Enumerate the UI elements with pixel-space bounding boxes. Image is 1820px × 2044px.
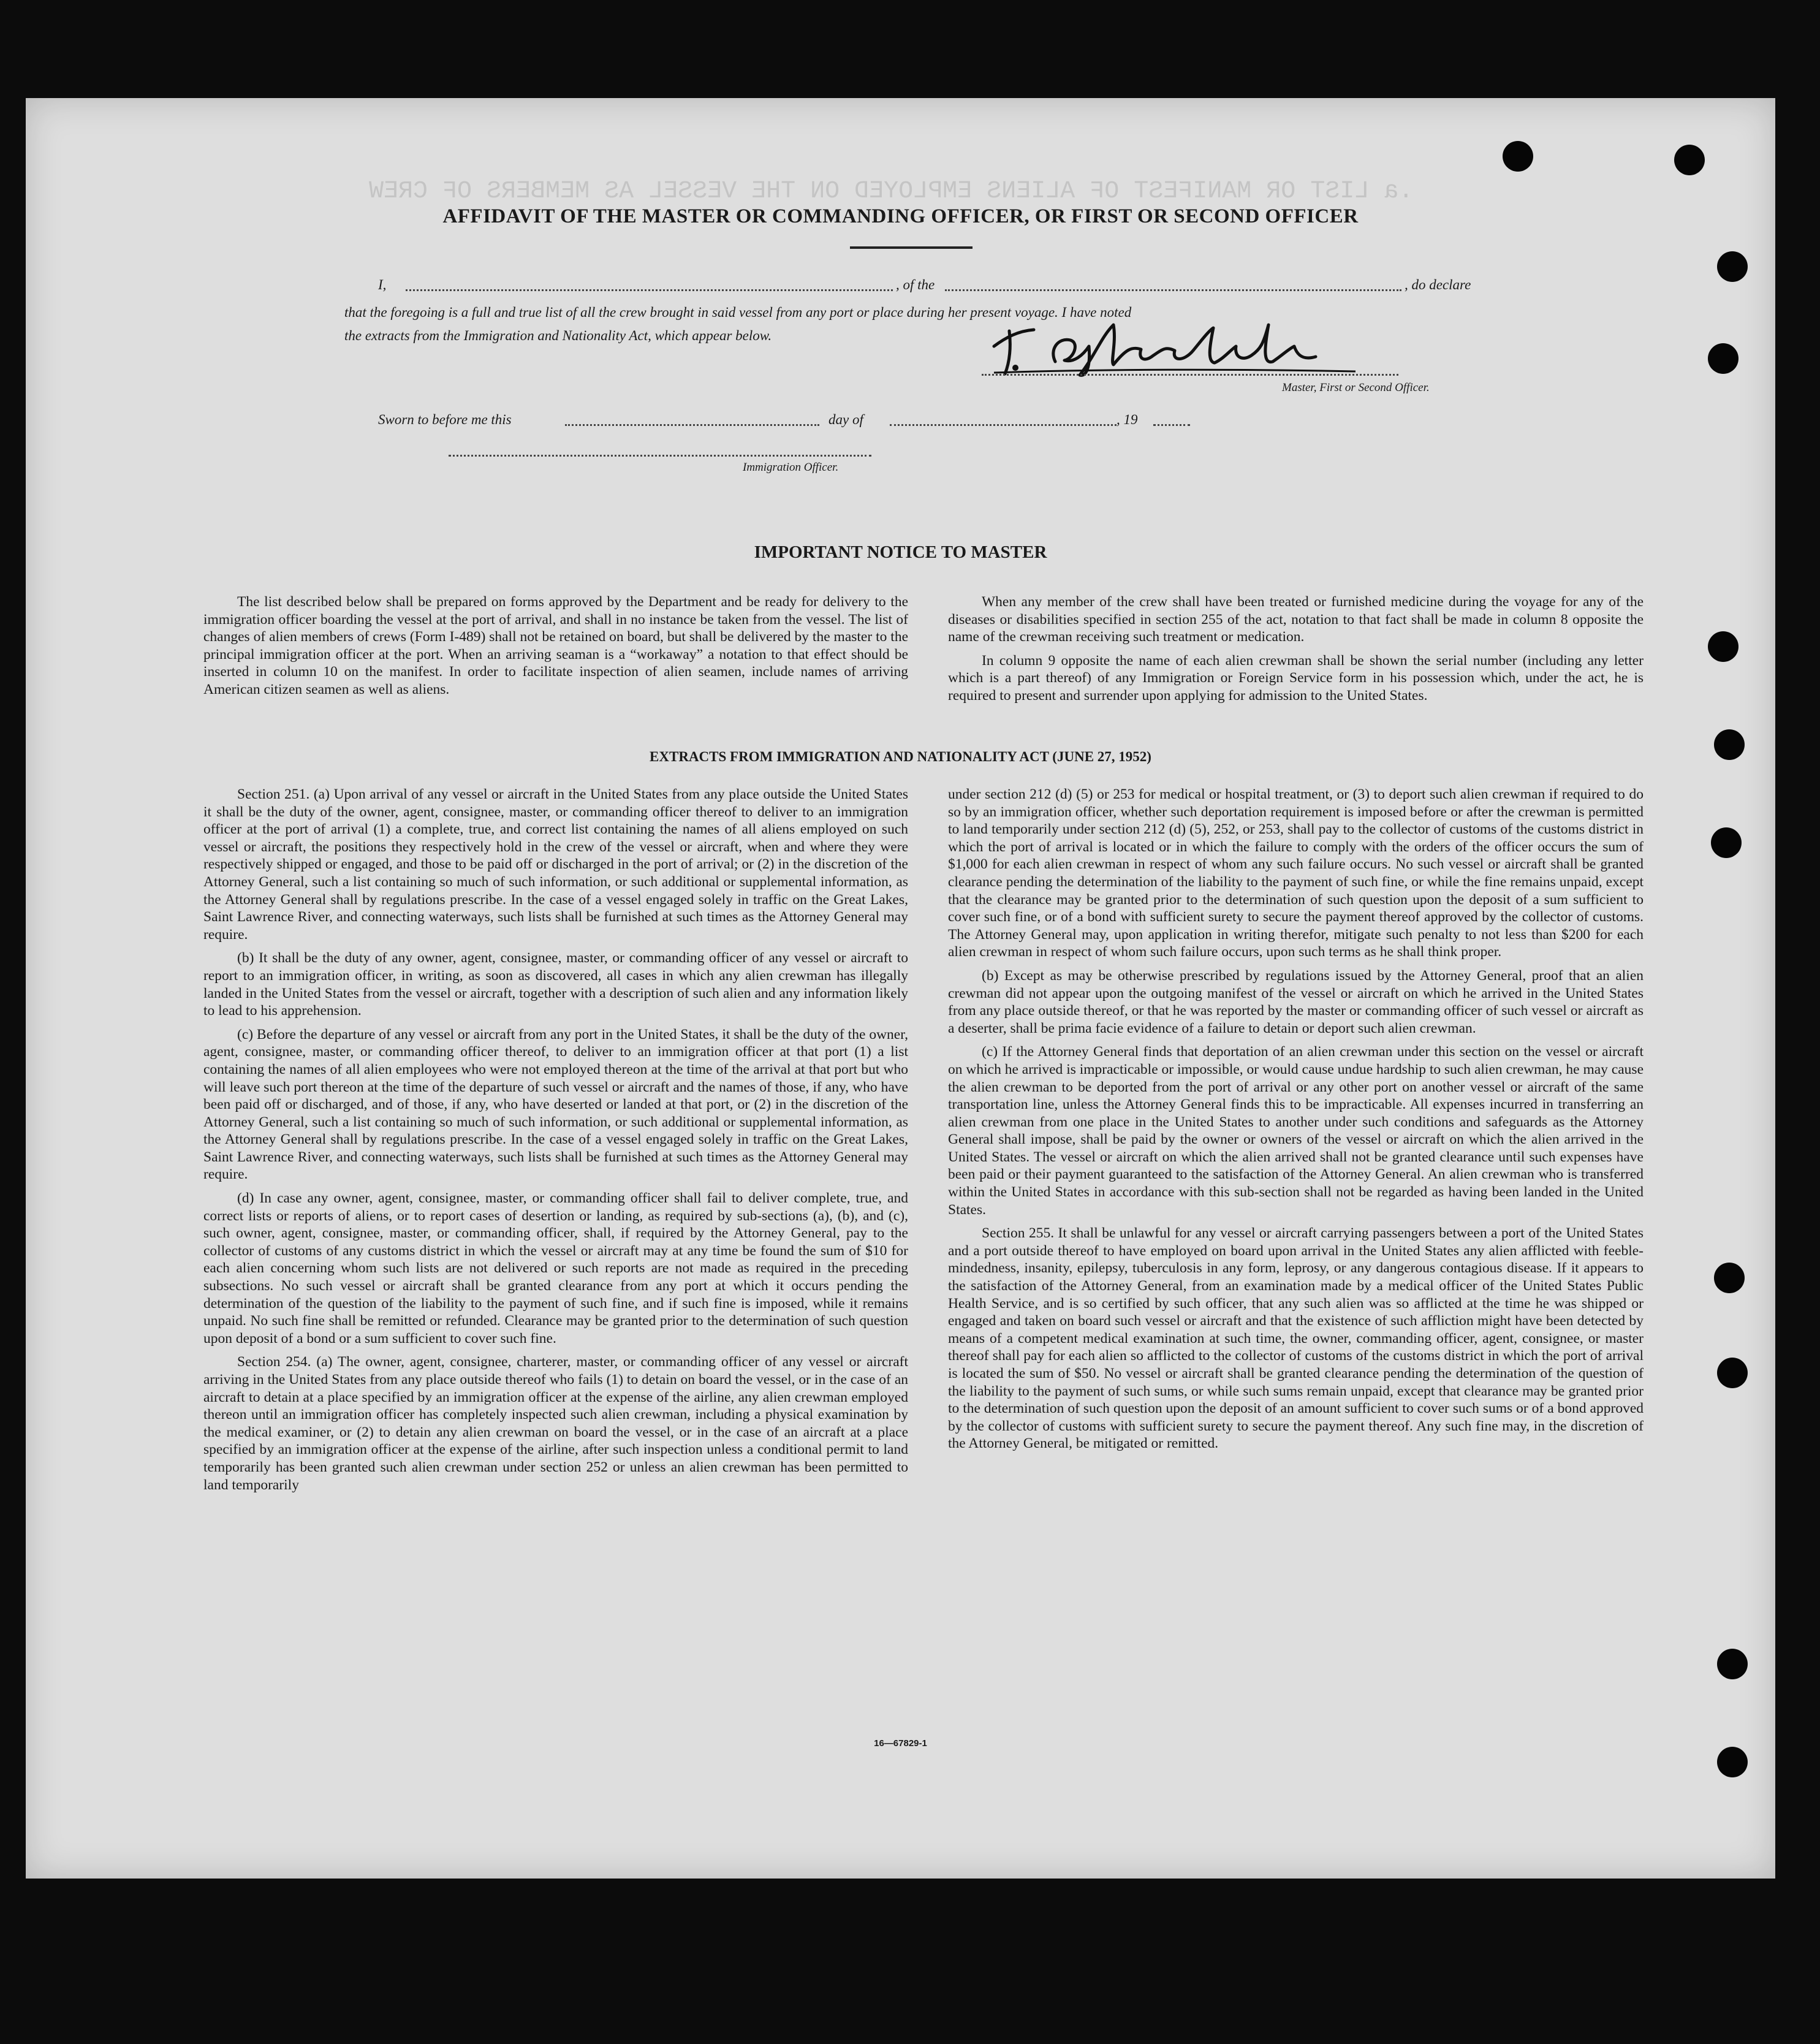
vessel-name-field[interactable] xyxy=(945,289,1401,291)
extracts-left-column xyxy=(203,786,908,1500)
punch-hole xyxy=(1717,1747,1748,1777)
do-declare-label: , do declare xyxy=(1405,277,1471,292)
immigration-officer-signature-line[interactable] xyxy=(449,455,871,457)
declaration-line-2: the extracts from the Immigration and Nationality Act, which appear below. xyxy=(344,328,772,343)
bleed-through-text: .a LIST OR MANIFEST OF ALIENS EMPLOYED ON THE VESSEL AS MEMBERS OF CREW xyxy=(369,178,1414,205)
notice-right-paragraph-1: When any member of the crew shall have been treated or furnished medicine during the voyage for any of the diseases or disabilities specified in section 255 of the act, notation to that fact shall be made in column 8 opposite the name of the crewman receiving such treatment or medication. xyxy=(948,594,1644,645)
section-254b: (b) Except as may be otherwise prescribed by regulations issued by the Attorney General, proof that an alien crewman did not appear upon the outgoing manifest of the vessel or aircraft on which he arrived in the United States from any place outside thereof, or that he was reported by the master or commanding officer of such vessel or aircraft as a deserter, shall be prima facie evidence of a failure to detain or deport such alien crewman. xyxy=(948,967,1644,1036)
sworn-month-field[interactable] xyxy=(890,424,1117,426)
sworn-year-field[interactable] xyxy=(1153,424,1190,426)
section-254a-part1: Section 254. (a) The owner, agent, consignee, charterer, master, or commanding officer of any vessel or aircraft arriving in the United States from any place outside thereof who fails (1) to detain on board the vessel, or in the case of an aircraft to detain at a place specified by an immigration officer at the expense of the airline, any alien crewman employed thereon until an immigration officer has completely inspected such alien crewman, including a physical examination by the medical examiner, or (2) to detain any alien crewman on board the vessel, or in the case of an aircraft at a place specified by an immigration officer at the expense of the airline, after such inspection unless a conditional permit to land temporarily has been granted such alien crewman under section 252 or unless an alien crewman has been permitted to land temporarily xyxy=(203,1354,908,1493)
declarant-label: I, xyxy=(378,277,387,292)
section-251c: (c) Before the departure of any vessel or aircraft from any port in the United States, it shall be the duty of the owner, agent, consignee, master, or commanding officer thereof, to deliver to an immigration officer at that port (1) a list containing the names of all alien employees who were not employed thereon at the time of the arrival at that port but who will leave such port thereon at the time of the departure of such vessel or aircraft and the names of those, if any, who have been paid off or discharged, and of those, if any, who have deserted or landed at that port, or (2) in the discretion of the Attorney General, such a list containing so much of such information, or such additional or supplemental information, as the Attorney General shall by regulations prescribe. In the case of a vessel engaged solely in traffic on the Great Lakes, Saint Lawrence River, and connecting waterways, such lists shall be furnished at such times as the Attorney General may require. xyxy=(203,1026,908,1183)
punch-hole xyxy=(1717,1649,1748,1679)
of-the-label: , of the xyxy=(896,277,935,292)
title-rule xyxy=(850,246,973,249)
punch-hole xyxy=(1714,1263,1745,1293)
extracts-title: EXTRACTS FROM IMMIGRATION AND NATIONALITY ACT (JUNE 27, 1952) xyxy=(650,749,1151,764)
punch-hole xyxy=(1674,145,1705,175)
declaration-line-1: that the foregoing is a full and true list of all the crew brought in said vessel from any port or place during her present voyage. I have noted xyxy=(344,305,1132,320)
form-number: 16—67829-1 xyxy=(874,1738,927,1749)
section-251b: (b) It shall be the duty of any owner, agent, consignee, master, or commanding officer of any vessel or aircraft to report to an immigration officer, in writing, as soon as discovered, all cases in which any alien crewman has illegally landed in the United States from the vessel or aircraft, together with a description of such alien and any information likely to lead to his apprehension. xyxy=(203,950,908,1019)
document-sheet xyxy=(26,98,1775,1879)
punch-hole xyxy=(1711,827,1742,858)
section-254c: (c) If the Attorney General finds that deportation of an alien crewman under this section on the vessel or aircraft on which he arrived is impracticable or impossible, or would cause undue hardship to such alien crewman, he may cause the alien crewman to be deported from the port of arrival or any other port on another vessel or aircraft of the same transportation line, unless the Attorney General finds this to be impracticable. All expenses incurred in transferring an alien crewman from one place in the United States to another under such conditions and safeguards as the Attorney General shall impose, shall be paid by the owner or owners of the vessel or aircraft on which the alien arrived in the United States. The vessel or aircraft on which the alien arrived shall not be granted clearance until such expenses have been paid or their payment guaranteed to the satisfaction of the Attorney General. An alien crewman who is transferred within the United States in accordance with this sub-section shall not be regarded as having been landed in the United States. xyxy=(948,1044,1644,1218)
notice-right-column xyxy=(948,593,1644,711)
section-255: Section 255. It shall be unlawful for any vessel or aircraft carrying passengers between a port of the United States and a port outside thereof to have employed on board upon arrival in the United States any alien afflicted with feeble-mindedness, insanity, epilepsy, tuberculosis in any form, leprosy, or any dangerous contagious disease. If it appears to the satisfaction of the Attorney General, from an examination made by a medical officer of the United States Public Health Service, and is so certified by such officer, that any such alien was so afflicted at the time he was shipped or engaged and taken on board such vessel or aircraft and that the existence of such affliction might have been detected by means of a competent medical examination at such time, the owner, commanding officer, agent, consignee, or master thereof shall pay for each alien so afflicted to the collector of customs of the customs district in which the port of arrival is located the sum of $50. No vessel or aircraft shall be granted clearance pending the determination of the question of the liability to the payment of such sums, or while such sums remain unpaid, except that clearance may be granted prior to the determination of such question upon the deposit of an amount sufficient to cover such sums or of a bond approved by the collector of customs with sufficient surety to secure the payment thereof. Any such fine may, in the discretion of the Attorney General, be mitigated or remitted. xyxy=(948,1225,1644,1452)
master-label: Master, First or Second Officer. xyxy=(1282,381,1430,394)
punch-hole xyxy=(1708,631,1738,662)
sworn-label: Sworn to before me this xyxy=(378,412,512,427)
notice-left-column xyxy=(203,593,908,705)
immigration-officer-label: Immigration Officer. xyxy=(743,461,839,474)
year-label: , 19 xyxy=(1117,412,1138,427)
extracts-right-column xyxy=(948,786,1644,1459)
affidavit-title: AFFIDAVIT OF THE MASTER OR COMMANDING OFFICER, OR FIRST OR SECOND OFFICER xyxy=(442,205,1359,227)
sworn-day-field[interactable] xyxy=(565,424,819,426)
notice-left-paragraph: The list described below shall be prepared on forms approved by the Department and be ready for delivery to the immigration officer boarding the vessel at the port of arrival, and shall in no instance be taken from the vessel. The list of changes of alien members of crews (Form I-489) shall not be retained on board, but shall be delivered by the master to the principal immigration officer at the port. When an arriving seaman is a “workaway” a notation to that effect should be inserted in column 10 on the manifest. In order to facilitate inspection of alien seamen, include names of arriving American citizen seamen as well as aliens. xyxy=(203,594,908,697)
master-signature xyxy=(982,313,1380,380)
notice-title: IMPORTANT NOTICE TO MASTER xyxy=(754,542,1047,562)
punch-hole xyxy=(1708,343,1738,374)
punch-hole xyxy=(1503,141,1533,172)
signature-line xyxy=(982,374,1398,376)
day-of-label: day of xyxy=(828,412,863,427)
punch-hole xyxy=(1717,251,1748,282)
section-251a: Section 251. (a) Upon arrival of any vessel or aircraft in the United States from any place outside the United States it shall be the duty of the owner, agent, consignee, master, or commanding officer thereof to deliver to an immigration officer at the port of arrival (1) a complete, true, and correct list containing the names of all aliens employed on such vessel or aircraft, the positions they respectively hold in the crew of the vessel or aircraft, when and where they were respectively shipped or engaged, and those to be paid off or discharged in the port of arrival; or (2) in the discretion of the Attorney General, such a list containing so much of such information, or such additional or supplemental information, as the Attorney General shall by regulations prescribe. In the case of a vessel engaged solely in traffic on the Great Lakes, Saint Lawrence River, and connecting waterways, such lists shall be furnished at such times as the Attorney General may require. xyxy=(203,786,908,943)
punch-hole xyxy=(1717,1358,1748,1388)
notice-right-paragraph-2: In column 9 opposite the name of each alien crewman shall be shown the serial number (including any letter which is a part thereof) of any Immigration or Foreign Service form in his possession which, under the act, he is required to present and surrender upon applying for admission to the United States. xyxy=(948,652,1644,704)
section-251d: (d) In case any owner, agent, consignee, master, or commanding officer shall fail to deliver complete, true, and correct lists or reports of aliens, or to report cases of desertion or landing, as required by sub-sections (a), (b), and (c), such owner, agent, consignee, master, or commanding officer, shall, if required by the Attorney General, pay to the collector of customs of any customs district in which the vessel or aircraft may at any time be found the sum of $10 for each alien concerning whom such lists are not delivered or such reports are not made as required in the preceding subsections. No such vessel or aircraft shall be granted clearance from any port at which it occurs pending the determination of the question of the liability to the payment of such fine, and if such fine is imposed, while it remains unpaid. No such fine shall be remitted or refunded. Clearance may be granted prior to the determination of such question upon deposit of a bond or a sum sufficient to cover such fine. xyxy=(203,1190,908,1347)
section-254a-part2: under section 212 (d) (5) or 253 for medical or hospital treatment, or (3) to deport such alien crewman if required to do so by an immigration officer, whether such deportation requirement is imposed before or after the crewman is permitted to land temporarily under section 212 (d) (5), 252, or 253, shall pay to the collector of customs of the customs district in which the port of arrival is located or in which the failure to comply with the orders of the officer occurs the sum of $1,000 for each alien crewman in respect of whom any such failure occurs. No such vessel or aircraft shall be granted clearance pending the determination of the liability to the payment of such fine, or while the fine remains unpaid, except that the clearance may be granted prior to the determination of such question upon the deposit of a sum sufficient to cover such fine, or of a bond with sufficient surety to secure the payment thereof approved by the collector of customs. The Attorney General may, upon application in writing therefor, mitigate such penalty to not less than $200 for each alien crewman in respect of whom such failure occurs, upon such terms as he shall think proper. xyxy=(948,786,1644,960)
declarant-name-field[interactable] xyxy=(406,289,893,291)
